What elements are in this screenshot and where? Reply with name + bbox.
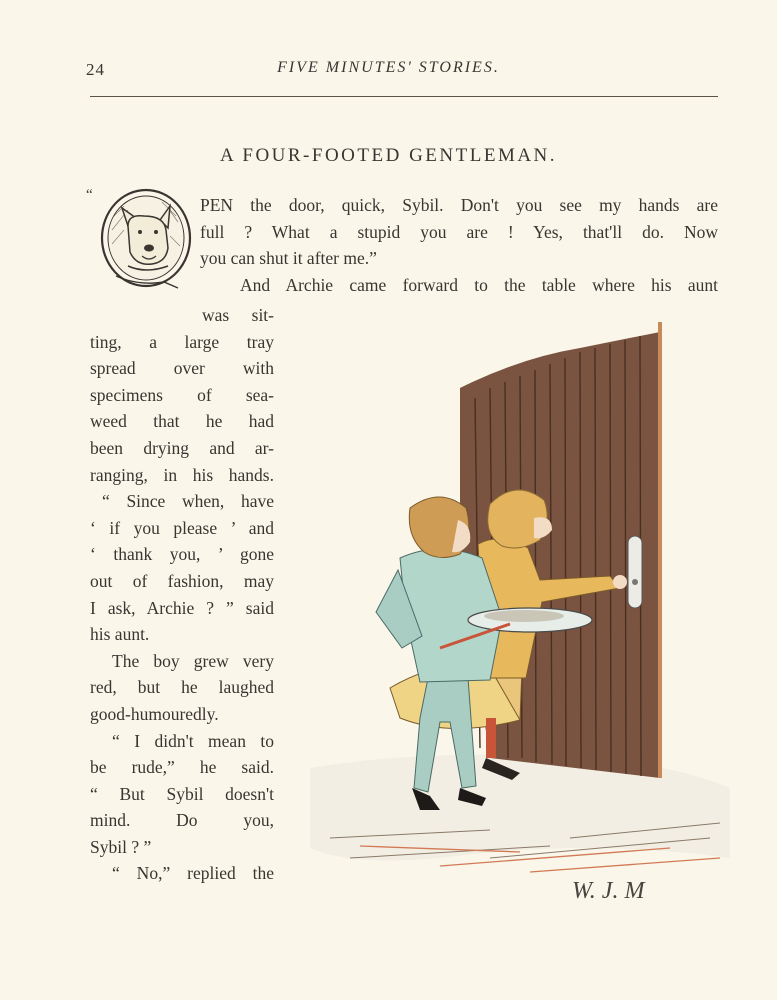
illustration-children-at-door — [290, 318, 740, 918]
text-line: spread over with — [90, 358, 274, 379]
text-line: PEN the door, quick, Sybil. Don't you see my hands are — [200, 195, 718, 215]
text-line: I ask, Archie ? ” said — [90, 597, 274, 618]
header-rule — [90, 96, 718, 97]
text-line: red, but he laughed — [90, 677, 274, 698]
text-line: “ But Sybil doesn't — [90, 783, 274, 804]
opening-quote: “ — [86, 187, 93, 203]
page-number: 24 — [86, 60, 105, 79]
text-line: good-humouredly. — [90, 703, 219, 724]
text-line: And Archie came forward to the table where his aunt — [240, 274, 718, 295]
illustrator-signature: W. J. M — [572, 878, 645, 904]
running-title: FIVE MINUTES' STORIES. — [277, 59, 500, 76]
floor — [310, 755, 730, 872]
text-line: ‘ thank you, ’ gone — [90, 544, 274, 565]
drop-cap-dog-portrait — [98, 186, 196, 294]
text-line: full ? What a stupid you are ! Yes, that'll do. Now — [200, 221, 718, 242]
text-line: out of fashion, may — [90, 570, 274, 591]
left-text-column — [90, 302, 274, 887]
text-line: was sit- — [202, 305, 274, 325]
story-title: A FOUR-FOOTED GENTLEMAN. — [219, 145, 558, 166]
text-line: mind. Do you, — [90, 810, 274, 831]
text-line: his aunt. — [90, 624, 150, 645]
text-line: “ Since when, have — [102, 491, 274, 512]
text-line: “ I didn't mean to — [112, 730, 274, 751]
text-line: be rude,” he said. — [90, 757, 274, 778]
text-line: weed that he had — [90, 411, 274, 432]
text-line: you can shut it after me.” — [200, 248, 377, 269]
text-line: ranging, in his hands. — [90, 464, 274, 485]
text-line: The boy grew very — [112, 650, 274, 671]
text-line: specimens of sea- — [90, 384, 274, 405]
text-line: “ No,” replied the — [112, 863, 274, 884]
text-line: been drying and ar- — [90, 437, 274, 458]
text-line: ting, a large tray — [90, 331, 274, 352]
text-line: Sybil ? ” — [90, 836, 152, 857]
text-line: ‘ if you please ’ and — [90, 517, 274, 538]
opening-paragraph — [200, 192, 718, 298]
